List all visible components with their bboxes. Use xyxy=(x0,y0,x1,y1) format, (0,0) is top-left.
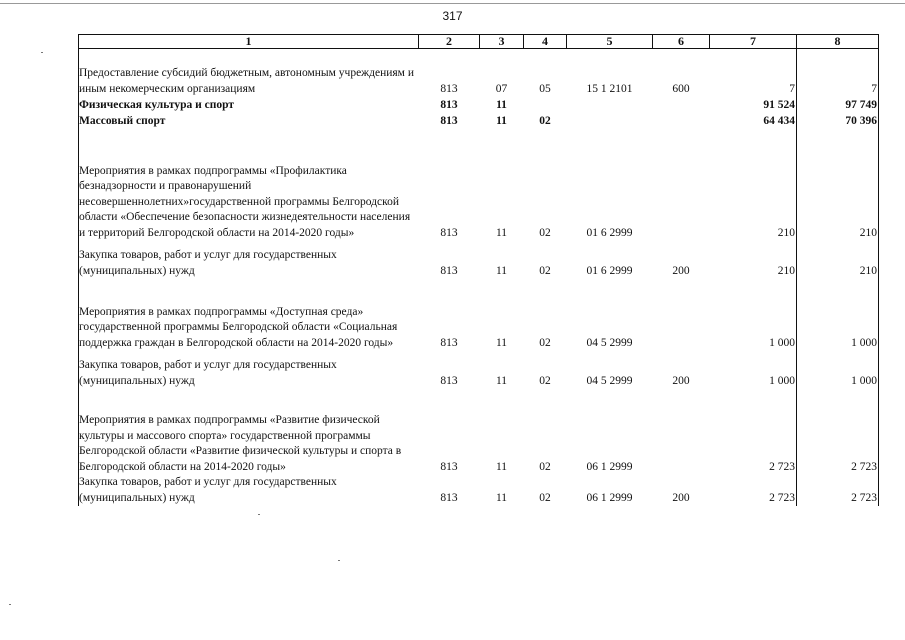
cell-vr xyxy=(653,113,710,129)
cell-csr xyxy=(567,97,653,113)
header-col-1: 1 xyxy=(79,35,419,49)
cell-kbk: 813 xyxy=(440,374,458,387)
cell-sum7: 2 723 xyxy=(710,475,797,506)
cell-sum7: 1 000 xyxy=(710,351,797,389)
cell-vr xyxy=(653,129,710,241)
cell-sum8: 97 749 xyxy=(797,97,879,113)
cell-kbk: 813 xyxy=(440,336,458,349)
cell-pr: 02 xyxy=(539,226,551,239)
cell-csr: 01 6 2999 xyxy=(586,264,633,277)
cell-csr: 06 1 2999 xyxy=(586,460,633,473)
cell-sum8: 1 000 xyxy=(797,279,879,351)
cell-rz: 11 xyxy=(496,98,507,111)
cell-csr: 04 5 2999 xyxy=(586,374,633,387)
cell-pr: 02 xyxy=(539,114,551,127)
cell-sum7: 210 xyxy=(710,241,797,279)
cell-pr: 02 xyxy=(539,336,551,349)
cell-kbk: 813 xyxy=(440,82,458,95)
cell-sum8: 2 723 xyxy=(797,389,879,475)
table-row xyxy=(79,475,879,506)
cell-pr: 02 xyxy=(539,264,551,277)
cell-vr xyxy=(653,389,710,475)
scan-speck xyxy=(258,514,260,515)
cell-rz: 11 xyxy=(495,264,508,277)
table-row xyxy=(79,97,879,113)
cell-sum7: 1 000 xyxy=(710,279,797,351)
cell-csr: 01 6 2999 xyxy=(586,226,633,239)
cell-rz: 11 xyxy=(496,114,507,127)
cell-kbk: 813 xyxy=(440,264,458,277)
cell-vr: 600 xyxy=(672,82,690,95)
header-col-7: 7 xyxy=(710,35,797,49)
cell-csr xyxy=(567,113,653,129)
cell-name: Физическая культура и спорт xyxy=(79,97,419,113)
cell-name: Предоставление субсидий бюджетным, автономным учреждениям и иным некомерческим организациям xyxy=(79,49,419,98)
cell-sum8: 210 xyxy=(797,241,879,279)
cell-kbk: 813 xyxy=(440,460,458,473)
cell-vr: 200 xyxy=(672,491,690,504)
cell-vr: 200 xyxy=(672,264,690,277)
cell-vr xyxy=(653,279,710,351)
cell-sum8: 2 723 xyxy=(797,475,879,506)
cell-csr: 06 1 2999 xyxy=(586,491,633,504)
cell-name: Закупка товаров, работ и услуг для государственных (муниципальных) нужд xyxy=(79,351,419,389)
cell-name: Закупка товаров, работ и услуг для государственных (муниципальных) нужд xyxy=(79,241,419,279)
header-col-4: 4 xyxy=(524,35,567,49)
cell-pr: 05 xyxy=(539,82,551,95)
header-col-5: 5 xyxy=(567,35,653,49)
cell-rz: 11 xyxy=(495,226,508,239)
cell-kbk: 813 xyxy=(440,491,458,504)
header-row xyxy=(79,35,879,49)
table-row xyxy=(79,389,879,475)
cell-name: Закупка товаров, работ и услуг для государственных (муниципальных) нужд xyxy=(79,475,419,506)
table-row xyxy=(79,279,879,351)
table-row xyxy=(79,113,879,129)
cell-sum8: 1 000 xyxy=(797,351,879,389)
cell-sum7: 210 xyxy=(710,129,797,241)
table-row xyxy=(79,351,879,389)
cell-name: Мероприятия в рамках подпрограммы «Развитие физической культуры и массового спорта» государственной программы Белгородской области «Развитие физической культуры и спорта в Белгородской области на 2014-2020 годы» xyxy=(79,389,419,475)
scan-speck xyxy=(41,52,43,53)
cell-name: Мероприятия в рамках подпрограммы «Доступная среда» государственной программы Белгородской области «Социальная поддержка граждан в Белгородской области на 2014-2020 годы» xyxy=(79,279,419,351)
header-col-8: 8 xyxy=(797,35,879,49)
cell-kbk: 813 xyxy=(440,114,458,127)
cell-kbk: 813 xyxy=(440,226,458,239)
cell-kbk: 813 xyxy=(440,98,458,111)
scan-speck xyxy=(338,560,340,561)
cell-vr xyxy=(653,97,710,113)
cell-csr: 04 5 2999 xyxy=(586,336,633,349)
cell-pr: 02 xyxy=(539,374,551,387)
cell-sum8: 7 xyxy=(797,49,879,98)
cell-sum7: 64 434 xyxy=(710,113,797,129)
cell-csr: 15 1 2101 xyxy=(586,82,633,95)
cell-pr: 02 xyxy=(539,491,551,504)
cell-name: Мероприятия в рамках подпрограммы «Профилактика безнадзорности и правонарушений несовершеннолетних»государственной программы Белгородской области «Обеспечение безопасности жизнедеятельности населения и территорий Белгородской области на 2014-2020 годы» xyxy=(79,129,419,241)
cell-name: Массовый спорт xyxy=(79,113,419,129)
cell-sum8: 70 396 xyxy=(797,113,879,129)
cell-rz: 11 xyxy=(495,336,508,349)
cell-sum7: 91 524 xyxy=(710,97,797,113)
top-border-line xyxy=(0,0,905,4)
header-col-2: 2 xyxy=(419,35,480,49)
header-col-3: 3 xyxy=(480,35,524,49)
table-row xyxy=(79,129,879,241)
cell-sum7: 2 723 xyxy=(710,389,797,475)
cell-sum7: 7 xyxy=(710,49,797,98)
header-col-6: 6 xyxy=(653,35,710,49)
scan-speck xyxy=(9,604,11,605)
page-number: 317 xyxy=(442,9,463,23)
budget-table xyxy=(78,34,879,506)
cell-pr: 02 xyxy=(539,460,551,473)
cell-rz: 11 xyxy=(495,460,508,473)
cell-pr xyxy=(524,97,567,113)
table-row xyxy=(79,241,879,279)
cell-rz: 11 xyxy=(495,491,508,504)
table-row xyxy=(79,49,879,98)
cell-rz: 11 xyxy=(495,374,508,387)
cell-sum8: 210 xyxy=(797,129,879,241)
cell-vr: 200 xyxy=(672,374,690,387)
cell-rz: 07 xyxy=(495,82,508,95)
